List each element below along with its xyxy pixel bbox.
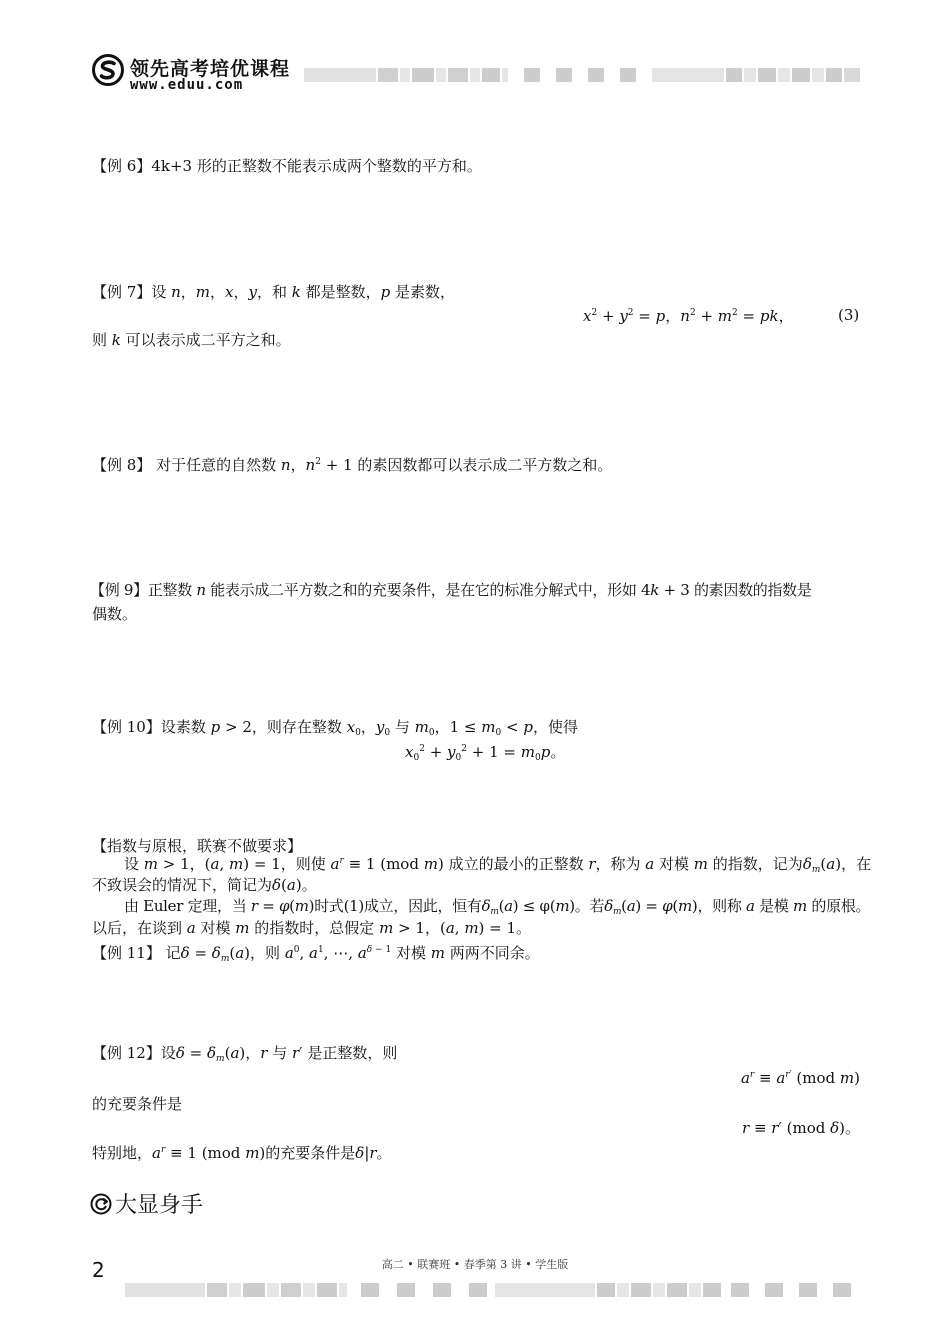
example-12-condition-label: 的充要条件是 — [92, 1095, 183, 1113]
example-10-equation: $x_0^2 + y_0^2 + 1 = m_0p$。 — [405, 743, 566, 763]
example-9-tag: 【例 9】 — [90, 581, 148, 599]
brand-url: www.eduu.com — [130, 77, 244, 93]
example-6-tag: 【例 6】 — [92, 157, 152, 175]
example-12-tag: 【例 12】 — [92, 1044, 161, 1062]
example-7-conclusion: 则 k 可以表示成二平方之和。 — [92, 331, 291, 349]
index-para-1-line-1: 设 m > 1，(a, m) = 1，则使 $a^r \equiv 1$ (mod m) 成立的最小的正整数 r，称为 a 对模 m 的指数，记为$\delta_m(a)$，在 — [124, 855, 872, 875]
example-6 — [92, 156, 482, 176]
example-9-line-1: 【例 9】正整数 n 能表示成二平方数之和的充要条件，是在它的标准分解式中，形如 4k + 3 的素因数的指数是 — [90, 581, 812, 599]
example-7-equation: $x^2 + y^2 = p$，$n^2 + m^2$ = pk， — [583, 307, 794, 325]
section-title: 大显身手 — [90, 1188, 203, 1219]
index-para-2-line-1: 由 Euler 定理，当 r = φ(m)时式(1)成立，因此，恒有$\delta_m(a) \le \varphi(m)$。若$\delta_m(a) = \varphi(m)$，则称 a 是模 m 的原根。 — [124, 897, 871, 917]
index-para-1-line-2: 不致误会的情况下，简记为δ(a)。 — [92, 876, 317, 894]
brand-name: 领先高考培优课程 — [130, 58, 291, 80]
footer-text: 高二 • 联赛班 • 春季第 3 讲 • 学生版 — [381, 1258, 569, 1271]
example-9-line-2: 偶数。 — [92, 605, 138, 623]
example-8-tag: 【例 8】 — [92, 456, 152, 474]
example-12-condition: r ≡ r′ (mod δ)。 — [742, 1119, 860, 1137]
header-logo — [92, 52, 302, 94]
example-10-tag: 【例 10】 — [92, 718, 161, 736]
logo-s-icon — [92, 54, 124, 86]
example-12-statement: 【例 12】设$\delta = \delta_m(a)$，r 与 r′ 是正整数，则 — [92, 1044, 398, 1064]
example-11-tag: 【例 11】 — [92, 944, 161, 962]
example-6-text: 4k+3 形的正整数不能表示成两个整数的平方和。 — [151, 157, 482, 175]
refresh-arrow-icon — [90, 1193, 112, 1215]
page-number: 2 — [92, 1258, 105, 1282]
index-para-2-line-2: 以后，在谈到 a 对模 m 的指数时，总假定 m > 1，(a, m) = 1。 — [92, 919, 532, 937]
example-12-special-case: 特别地，$a^r \equiv 1$ (mod m)的充要条件是δ|r。 — [92, 1144, 392, 1162]
example-12-congruence: $a^r \equiv a^{r'}$ (mod m) — [740, 1069, 860, 1087]
example-10-statement: 【例 10】设素数 p > 2，则存在整数 $x_0$，$y_0$ 与 $m_0$，$1 \le m_0 < p$，使得 — [92, 718, 578, 738]
footer-decor-bar — [125, 1283, 855, 1297]
example-11: 【例 11】 记$\delta = \delta_m(a)$，则 $a^0$, $a^1$, ⋯, $a^{\delta - 1}$ 对模 m 两两不同余。 — [92, 944, 540, 964]
equation-number: (3) — [838, 306, 860, 324]
example-8: 【例 8】 对于任意的自然数 n，$n^2 + 1$ 的素因数都可以表示成二平方数之和。 — [92, 456, 613, 474]
index-section-title: 【指数与原根，联赛不做要求】 — [92, 837, 303, 855]
example-7-statement: 【例 7】设 n，m，x，y，和 k 都是整数，p 是素数， — [92, 283, 456, 301]
example-7-tag: 【例 7】 — [92, 283, 152, 301]
header-decor-bar — [304, 68, 860, 82]
